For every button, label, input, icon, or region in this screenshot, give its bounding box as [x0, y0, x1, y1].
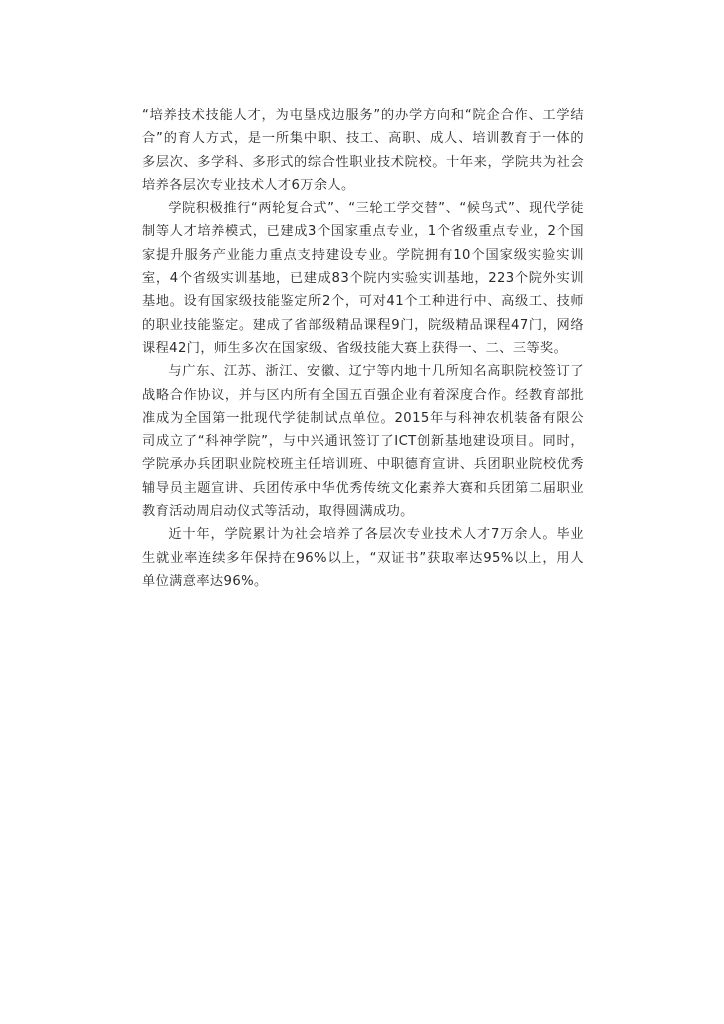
paragraph-training-direction: “培养技术技能人才，为屯垦戍边服务”的办学方向和“院企合作、工学结合”的育人方式，是一所集中职、技工、高职、成人、培训教育于一体的多层次、多学科、多形式的综合性职业技术院校。十年来，学院共为社会培养各层次专业技术人才6万余人。 — [142, 108, 584, 193]
paragraph-employment: 近十年，学院累计为社会培养了各层次专业技术人才7万余人。毕业生就业率连续多年保持在96%以上，“双证书”获取率达95%以上，用人单位满意率达96%。 — [142, 527, 584, 589]
document-body — [142, 104, 584, 593]
paragraph-cooperation: 与广东、江苏、浙江、安徽、辽宁等内地十几所知名高职院校签订了战略合作协议，并与区内所有全国五百强企业有着深度合作。经教育部批准成为全国第一批现代学徒制试点单位。2015年与科神农机装备有限公司成立了“科神学院”，与中兴通讯签订了ICT创新基地建设项目。同时，学院承办兵团职业院校班主任培训班、中职德育宣讲、兵团职业院校优秀辅导员主题宣讲、兵团传承中华优秀传统文化素养大赛和兵团第二届职业教育活动周启动仪式等活动，取得圆满成功。 — [142, 364, 584, 520]
paragraph-training-models: 学院积极推行“两轮复合式”、“三轮工学交替”、“候鸟式”、现代学徒制等人才培养模式，已建成3个国家重点专业，1个省级重点专业，2个国家提升服务产业能力重点支持建设专业。学院拥有10个国家级实验实训室，4个省级实训基地，已建成83个院内实验实训基地，223个院外实训基地。设有国家级技能鉴定所2个，可对41个工种进行中、高级工、技师的职业技能鉴定。建成了省部级精品课程9门，院级精品课程47门，网络课程42门，师生多次在国家级、省级技能大赛上获得一、二、三等奖。 — [142, 201, 584, 356]
